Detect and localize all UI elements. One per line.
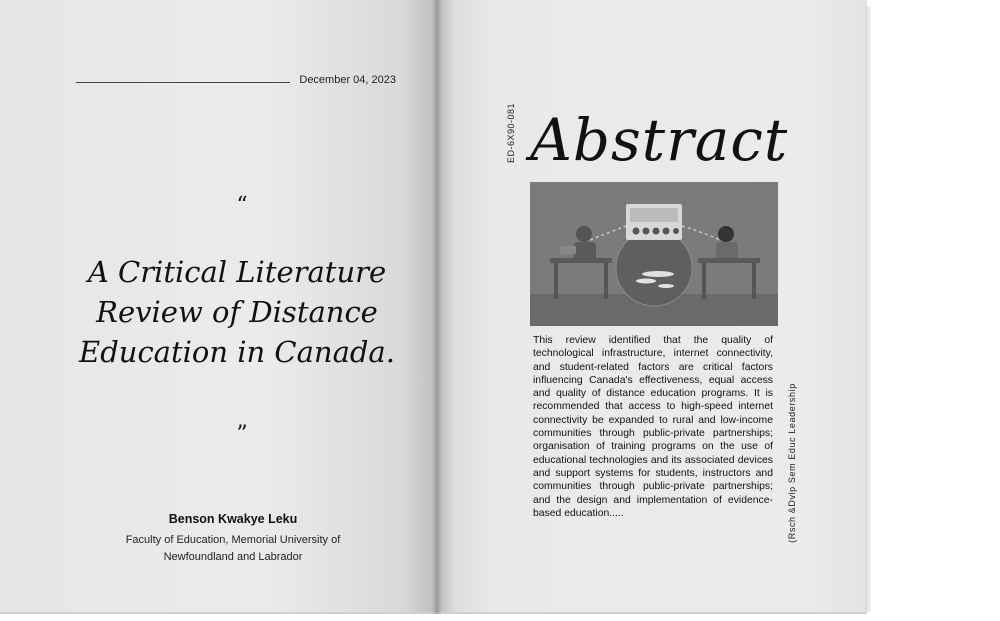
paper-title — [40, 252, 434, 372]
author-affiliation — [70, 532, 396, 566]
journal-label-text: (Rsch &Dvlp Sem Educ Leadership — [787, 383, 798, 543]
online-learning-illustration — [530, 182, 778, 326]
abstract-heading: Abstract — [530, 106, 789, 174]
title-line: Review of Distance — [96, 295, 378, 329]
date-row — [76, 74, 396, 90]
date-rule — [76, 82, 290, 83]
illustration-svg — [530, 182, 778, 326]
left-page — [0, 0, 437, 614]
affiliation-line: Newfoundland and Labrador — [163, 551, 303, 563]
title-line: Education in Canada. — [79, 335, 395, 369]
title-line: A Critical Literature — [87, 255, 387, 289]
abstract-body: This review identified that the quality of technological infrastructure, internet connectivity, and student-related factors are critical factors influencing Canada's effectiveness, equal access and quality of distance education programs. It is recommended that access to high-speed internet connectivity be expanded to rural and low-income communities through public-private partnerships; organisation of training programs on the use of educational technologies and its associated devices and support systems for students, instructors and communities through public-private partnerships; and the design and implementation of evidence-based education..... — [533, 335, 773, 519]
publication-date: December 04, 2023 — [299, 74, 396, 86]
page-edge — [865, 6, 871, 612]
author-name: Benson Kwakye Leku — [168, 512, 298, 526]
document-code — [504, 100, 518, 166]
student-right-icon — [718, 226, 734, 242]
document-code-text: ED-6X90-081 — [506, 102, 517, 164]
closing-quote-mark: ” — [236, 422, 248, 447]
book-spine — [432, 0, 442, 614]
journal-label — [784, 378, 800, 548]
opening-quote-mark: “ — [236, 193, 248, 218]
affiliation-line: Faculty of Education, Memorial University of — [125, 534, 341, 546]
author-block — [70, 512, 396, 566]
student-left-icon — [576, 226, 592, 242]
